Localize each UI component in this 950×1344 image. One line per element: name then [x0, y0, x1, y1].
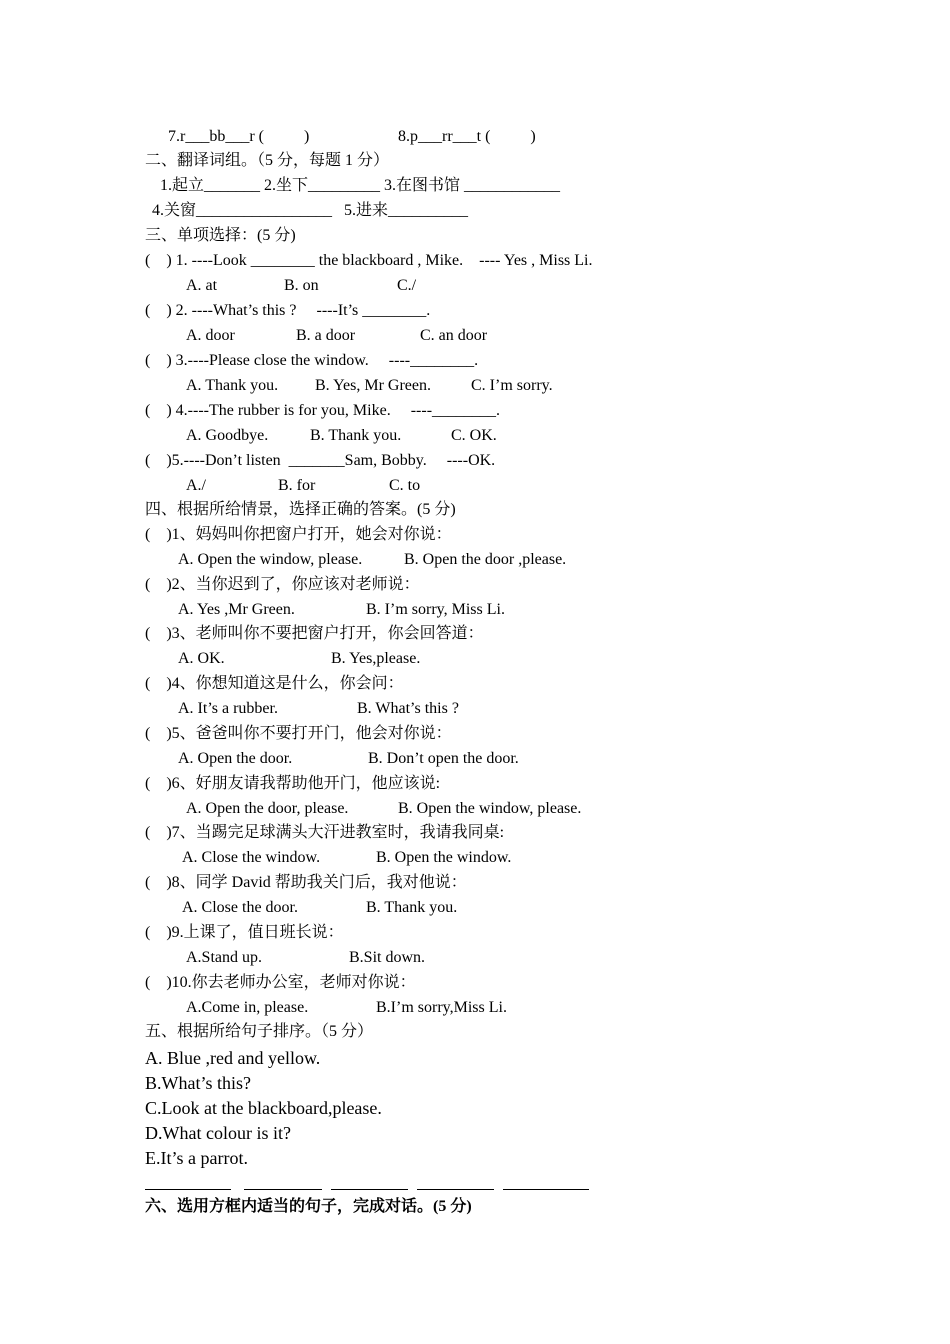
text-line: A. Open the window, please.	[178, 551, 363, 568]
text-line: B. a door	[296, 327, 356, 344]
text-line: A. Open the door, please.	[186, 800, 349, 817]
sentence-d: D.What colour is it?	[145, 1123, 291, 1143]
text-line: 二、翻译词组。（5 分，每题 1 分）	[145, 152, 390, 169]
text-line: B.I’m sorry,Miss Li.	[376, 999, 507, 1016]
text-line: B. Don’t open the door.	[368, 750, 519, 767]
text-line: ( )2、当你迟到了，你应该对老师说：	[145, 576, 420, 593]
text-line: B. Open the window, please.	[398, 800, 582, 817]
text-line: A. door	[186, 327, 235, 344]
answer-blank-3[interactable]	[331, 1189, 408, 1190]
text-line: A. Yes ,Mr Green.	[178, 601, 295, 618]
text-line: A.Stand up.	[186, 949, 262, 966]
text-line: ( )8、同学 David 帮助我关门后，我对他说：	[145, 874, 467, 891]
text-line: B. Thank you.	[310, 427, 402, 444]
text-line: 三、单项选择：(5 分)	[145, 227, 296, 244]
text-line: ( ) 4.----The rubber is for you, Mike. ----________.	[145, 402, 501, 419]
text-line: B. I’m sorry, Miss Li.	[366, 601, 505, 618]
text-line: A.Come in, please.	[186, 999, 309, 1016]
text-line: B. Open the window.	[376, 849, 512, 866]
text-line: ( )9.上课了，值日班长说：	[145, 924, 344, 941]
sentence-c: C.Look at the blackboard,please.	[145, 1098, 382, 1118]
answer-blank-5[interactable]	[503, 1189, 589, 1190]
text-line: B. for	[278, 477, 316, 494]
text-line: ( )1、妈妈叫你把窗户打开，她会对你说：	[145, 526, 452, 543]
text-line: ( )6、好朋友请我帮助他开门，他应该说:	[145, 775, 441, 792]
text-line: A. OK.	[178, 650, 225, 667]
text-line: ( ) 1. ----Look ________ the blackboard , Mike. ---- Yes , Miss Li.	[145, 252, 593, 269]
answer-blank-1[interactable]	[145, 1189, 231, 1190]
text-line: C. OK.	[451, 427, 497, 444]
text-line: C. to	[389, 477, 421, 494]
text-line: 4.关窗_________________ 5.进来__________	[152, 202, 469, 219]
text-line: ( ) 2. ----What’s this ? ----It’s ________.	[145, 302, 431, 319]
text-line: A. at	[186, 277, 218, 294]
text-line: A. Goodbye.	[186, 427, 269, 444]
text-line: C./	[397, 277, 417, 294]
text-line: ( )5.----Don’t listen _______Sam, Bobby. ----OK.	[145, 452, 496, 469]
text-line: A. Thank you.	[186, 377, 279, 394]
text-line: A. Close the window.	[182, 849, 321, 866]
text-line: ( )5、爸爸叫你不要打开门，他会对你说：	[145, 725, 452, 742]
text-line: B. Yes, Mr Green.	[315, 377, 431, 394]
text-line: ( )4、你想知道这是什么，你会问：	[145, 675, 404, 692]
text-line: B. on	[284, 277, 319, 294]
text-line: 8.p___rr___t ( )	[398, 128, 536, 145]
text-line: ( )10.你去老师办公室，老师对你说：	[145, 974, 416, 991]
text-line: A. Open the door.	[178, 750, 293, 767]
text-line: A. Close the door.	[182, 899, 298, 916]
text-line: 1.起立_______ 2.坐下_________ 3.在图书馆 ____________	[160, 177, 561, 194]
text-line: 四、根据所给情景，选择正确的答案。(5 分)	[145, 501, 456, 518]
section-6-heading: 六、选用方框内适当的句子，完成对话。(5 分)	[145, 1198, 472, 1215]
text-line: B. What’s this ?	[357, 700, 459, 717]
text-line: B.Sit down.	[349, 949, 426, 966]
answer-blank-4[interactable]	[417, 1189, 494, 1190]
text-line: B. Open the door ,please.	[404, 551, 567, 568]
sentence-a: A. Blue ,red and yellow.	[145, 1048, 321, 1068]
text-line: ( )7、当踢完足球满头大汗进教室时，我请我同桌:	[145, 824, 505, 841]
text-line: ( ) 3.----Please close the window. ----________.	[145, 352, 479, 369]
text-line: C. I’m sorry.	[471, 377, 553, 394]
text-line: A./	[186, 477, 206, 494]
answer-blank-2[interactable]	[244, 1189, 322, 1190]
sentence-b: B.What’s this?	[145, 1073, 251, 1093]
sentence-e: E.It’s a parrot.	[145, 1148, 248, 1168]
text-line: B. Yes,please.	[331, 650, 421, 667]
text-line: 五、根据所给句子排序。（5 分）	[145, 1023, 374, 1040]
text-line: B. Thank you.	[366, 899, 458, 916]
text-line: A. It’s a rubber.	[178, 700, 278, 717]
text-line: C. an door	[420, 327, 488, 344]
text-line: 7.r___bb___r ( )	[168, 128, 310, 145]
text-line: ( )3、老师叫你不要把窗户打开，你会回答道：	[145, 625, 484, 642]
